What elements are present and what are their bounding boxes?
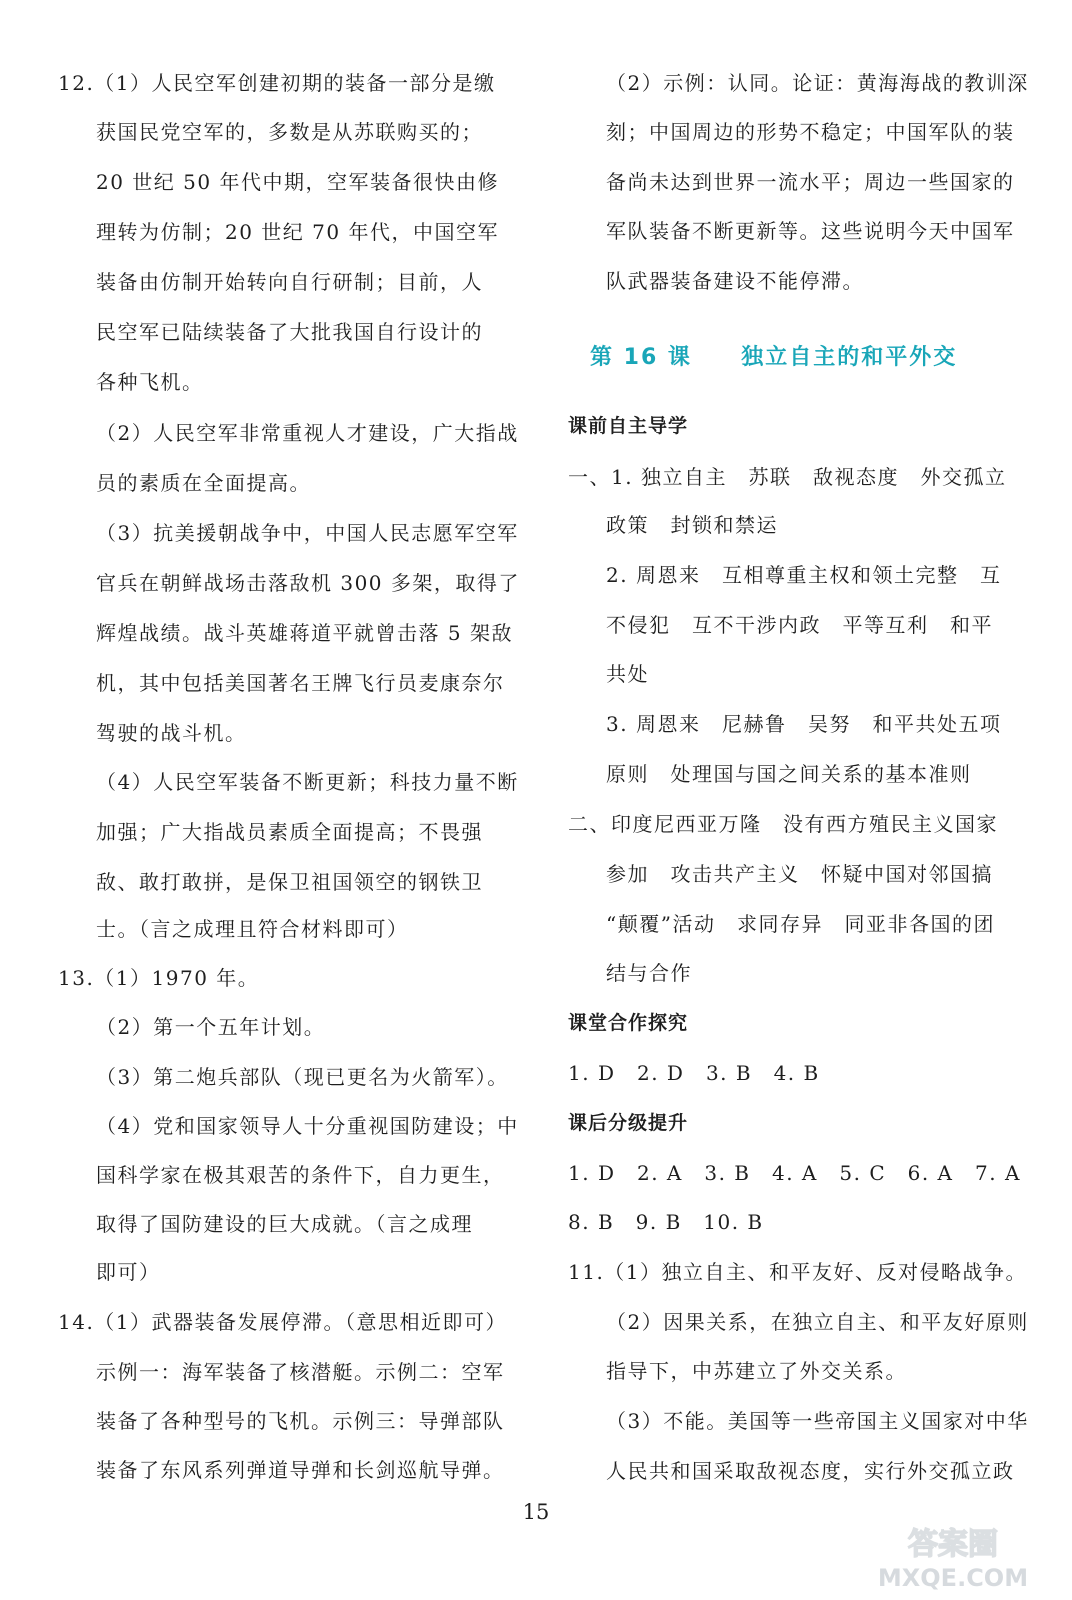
answer-line: 8. B 9. B 10. B (568, 1210, 764, 1234)
answer-line: （2）示例：认同。论证：黄海海战的教训深 (606, 71, 1029, 95)
answer-line: 队武器装备建设不能停滞。 (606, 269, 864, 293)
answer-line: （3）第二炮兵部队（现已更名为火箭军）。 (96, 1065, 509, 1089)
answer-line: 取得了国防建设的巨大成就。（言之成理 (96, 1212, 473, 1236)
answer-line: 民空军已陆续装备了大批我国自行设计的 (96, 320, 483, 344)
answer-line: 12.（1）人民空军创建初期的装备一部分是缴 (58, 71, 496, 95)
answer-line: 共处 (606, 662, 649, 686)
answer-line: （2）第一个五年计划。 (96, 1015, 326, 1039)
answer-line: 1. D 2. A 3. B 4. A 5. C 6. A 7. A (568, 1161, 1021, 1185)
answer-line: 装备了各种型号的飞机。示例三：导弹部队 (96, 1409, 505, 1433)
page-number: 15 (522, 1500, 550, 1524)
answer-line: （2）人民空军非常重视人才建设，广大指战 (96, 421, 519, 445)
section-heading: 课前自主导学 (568, 415, 689, 437)
answer-line: 辉煌战绩。战斗英雄蒋道平就曾击落 5 架敌 (96, 621, 513, 645)
answer-line: （2）因果关系，在独立自主、和平友好原则 (606, 1310, 1029, 1334)
answer-line: 国科学家在极其艰苦的条件下，自力更生， (96, 1163, 505, 1187)
answer-line: “颠覆”活动 求同存异 同亚非各国的团 (606, 912, 995, 936)
answer-line: （3）不能。美国等一些帝国主义国家对中华 (606, 1409, 1029, 1433)
answer-line: 11.（1）独立自主、和平友好、反对侵略战争。 (568, 1260, 1028, 1284)
watermark-top-text: 答案圈 (908, 1527, 998, 1562)
section-heading: 课堂合作探究 (568, 1012, 689, 1034)
answer-line: 敌、敢打敢拼，是保卫祖国领空的钢铁卫 (96, 870, 483, 894)
answer-line: 政策 封锁和禁运 (606, 513, 778, 537)
answer-line: 二、印度尼西亚万隆 没有西方殖民主义国家 (568, 812, 998, 836)
answer-line: 刻；中国周边的形势不稳定；中国军队的装 (606, 120, 1015, 144)
answer-line: 加强；广大指战员素质全面提高；不畏强 (96, 820, 483, 844)
section-heading: 课后分级提升 (568, 1112, 689, 1134)
answer-line: 一、1. 独立自主 苏联 敌视态度 外交孤立 (568, 465, 1007, 489)
answer-line: 理转为仿制；20 世纪 70 年代，中国空军 (96, 220, 499, 244)
answer-line: 2. 周恩来 互相尊重主权和领土完整 互 (606, 563, 1002, 587)
answer-line: 指导下，中苏建立了外交关系。 (606, 1359, 907, 1383)
answer-line: 员的素质在全面提高。 (96, 471, 311, 495)
answer-line: 参加 攻击共产主义 怀疑中国对邻国搞 (606, 862, 993, 886)
answer-line: 原则 处理国与国之间关系的基本准则 (606, 762, 972, 786)
lesson-number: 第 16 课 (590, 345, 692, 370)
lesson-title (590, 340, 957, 371)
answer-line: （3）抗美援朝战争中，中国人民志愿军空军 (96, 521, 519, 545)
answer-line: 各种飞机。 (96, 370, 204, 394)
answer-line: 装备由仿制开始转向自行研制；目前，人 (96, 270, 483, 294)
answer-line: 获国民党空军的，多数是从苏联购买的； (96, 120, 483, 144)
answer-line: 士。（言之成理且符合材料即可） (96, 917, 409, 941)
answer-line: 人民共和国采取敌视态度，实行外交孤立政 (606, 1459, 1015, 1483)
answer-line: 1. D 2. D 3. B 4. B (568, 1061, 820, 1085)
answer-line: 13.（1）1970 年。 (58, 966, 260, 990)
lesson-name: 独立自主的和平外交 (741, 345, 958, 370)
watermark-bottom-text: MXQE.COM (877, 1564, 1029, 1592)
answer-line: 14.（1）武器装备发展停滞。（意思相近即可） (58, 1310, 508, 1334)
answer-line: 装备了东风系列弹道导弹和长剑巡航导弹。 (96, 1458, 505, 1482)
answer-line: 机，其中包括美国著名王牌飞行员麦康奈尔 (96, 671, 505, 695)
answer-line: 官兵在朝鲜战场击落敌机 300 多架，取得了 (96, 571, 520, 595)
watermark-logo (848, 1516, 1058, 1594)
answer-line: 军队装备不断更新等。这些说明今天中国军 (606, 219, 1015, 243)
answer-line: 不侵犯 互不干涉内政 平等互利 和平 (606, 613, 993, 637)
answer-line: （4）人民空军装备不断更新；科技力量不断 (96, 770, 519, 794)
answer-line: 备尚未达到世界一流水平；周边一些国家的 (606, 170, 1015, 194)
answer-line: 结与合作 (606, 961, 692, 985)
answer-line: 即可） (96, 1260, 161, 1284)
answer-line: 3. 周恩来 尼赫鲁 吴努 和平共处五项 (606, 712, 1002, 736)
answer-line: 20 世纪 50 年代中期，空军装备很快由修 (96, 170, 499, 194)
answer-line: 驾驶的战斗机。 (96, 721, 247, 745)
answer-line: （4）党和国家领导人十分重视国防建设；中 (96, 1114, 519, 1138)
answer-line: 示例一：海军装备了核潜艇。示例二：空军 (96, 1360, 505, 1384)
